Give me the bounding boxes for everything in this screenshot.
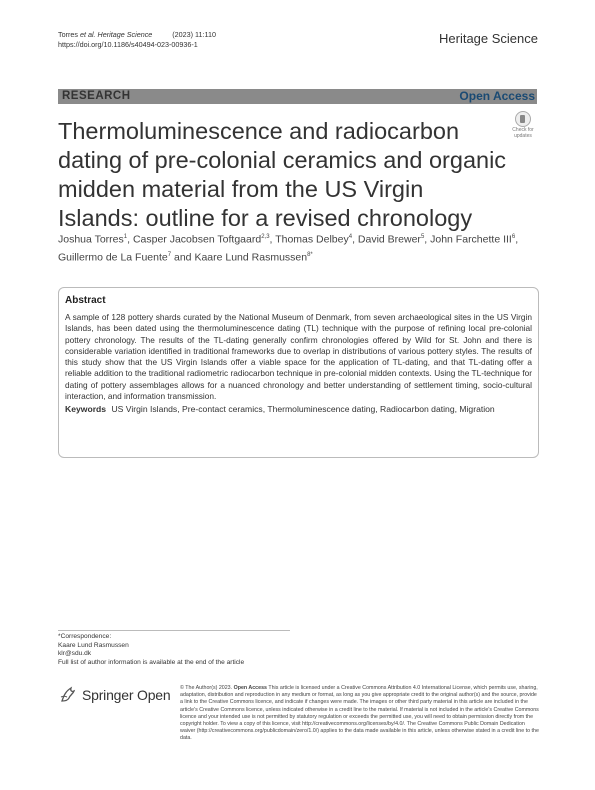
abstract-text: A sample of 128 pottery shards curated by the National Museum of Denmark, from seven archaeological sites in the US Virgin Islands, has been dated using the thermoluminescence dating (TL) technique with the purpose of refining local pre-colonial pottery chronology. The results of the TL-dating generally confirm chronologies offered by Wild for St. John and there is considerable variation identified in traditional frameworks due to overlap in distributions of various pottery styles. The results of this study show that the US Virgin Islands offer a viable space for the application of TL-dating, and that TL-dating offer a reliable addition to the traditional radiometric radiocarbon technique in pre-colonial midden contexts. Using the TL-technique for dating of pottery assemblages allows for a nuanced chronology and better understanding of settlement timing, socio-cultural interaction, and information transmission. bbox=[65, 312, 532, 402]
author-name: Joshua Torres bbox=[58, 233, 124, 246]
paper-title: Thermoluminescence and radiocarbon dating of pre-colonial ceramics and organic midden material from the US Virgin Islands: outline for a revised chronology bbox=[58, 118, 507, 231]
journal-name: Heritage Science bbox=[439, 31, 538, 46]
author-separator: , bbox=[515, 233, 519, 246]
section-bar bbox=[58, 89, 537, 104]
publisher-name: Springer Open bbox=[82, 687, 171, 703]
correspondence-footnote: *Correspondence: Kaare Lund Rasmussen klr@sdu.dk Full list of author information is available at the end of the article bbox=[58, 633, 245, 667]
check-for-updates-badge[interactable] bbox=[509, 111, 537, 139]
author-separator: , bbox=[269, 233, 276, 246]
citation-header bbox=[58, 30, 216, 50]
author-separator: and bbox=[171, 251, 195, 263]
author-name: Casper Jacobsen Toftgaard bbox=[132, 233, 262, 246]
footnote-divider bbox=[58, 630, 290, 631]
author-separator: , bbox=[424, 233, 431, 246]
keywords-text: US Virgin Islands, Pre-contact ceramics, Thermoluminescence dating, Radiocarbon dating, Migration bbox=[111, 404, 495, 415]
author-name: David Brewer bbox=[357, 233, 421, 246]
doi-link[interactable]: https://doi.org/10.1186/s40494-023-00936-1 bbox=[58, 40, 198, 49]
springer-horse-icon bbox=[58, 685, 78, 705]
correspondence-email[interactable]: klr@sdu.dk bbox=[58, 650, 92, 658]
springer-open-logo bbox=[58, 684, 170, 706]
author-separator: , bbox=[127, 233, 133, 246]
open-access-label: Open Access bbox=[459, 89, 535, 103]
author-affiliation: 6 bbox=[511, 234, 516, 240]
bookmark-icon bbox=[515, 111, 531, 127]
author-affiliation: 5 bbox=[420, 234, 425, 240]
keywords bbox=[65, 404, 532, 414]
author-affiliation: 7 bbox=[167, 251, 172, 258]
keywords-label: Keywords bbox=[65, 404, 107, 415]
citation-journal: et al. Heritage Science bbox=[79, 30, 153, 39]
abstract-box bbox=[58, 287, 539, 458]
license-text: © The Author(s) 2023. Open Access This article is licensed under a Creative Commons Attribution 4.0 International License, which permits use, sharing, adaptation, distribution and reproduction in any medium or format, as long as you give appropriate credit to the original author(s) and the source, provide a link to the Creative Commons licence, and indicate if changes were made. The images or other third party material in this article are included in the article's Creative Commons licence, unless indicated otherwise in a credit line to the material. If material is not included in the article's Creative Commons licence and your intended use is not permitted by statutory regulation or exceeds the permitted use, you will need to obtain permission directly from the copyright holder. To view a copy of this licence, visit http://creativecommons.org/licenses/by/4.0/. The Creative Commons Public Domain Dedication waiver (http://creativecommons.org/publicdomain/zero/1.0/) applies to the data made available in this article, unless otherwise stated in a credit line to the data. bbox=[180, 685, 539, 742]
author-affiliation: 1 bbox=[123, 234, 128, 240]
author-name: John Farchette III bbox=[430, 233, 512, 246]
author-affiliation: 4 bbox=[348, 234, 353, 240]
author-name: Thomas Delbey bbox=[275, 233, 349, 246]
check-updates-text: Check for updates bbox=[512, 127, 534, 139]
section-label: RESEARCH bbox=[62, 90, 131, 102]
abstract-heading: Abstract bbox=[65, 295, 106, 306]
author-list bbox=[58, 230, 538, 265]
author-name: Kaare Lund Rasmussen bbox=[194, 251, 308, 263]
citation-line: Torres et al. Heritage Science (2023) 11:110 bbox=[58, 30, 216, 39]
author-affiliation: 8* bbox=[307, 251, 313, 258]
author-name: Guillermo de La Fuente bbox=[58, 251, 168, 263]
author-affiliation: 2,3 bbox=[261, 234, 270, 240]
author-separator: , bbox=[352, 233, 358, 246]
license-open-access: Open Access bbox=[233, 685, 267, 691]
